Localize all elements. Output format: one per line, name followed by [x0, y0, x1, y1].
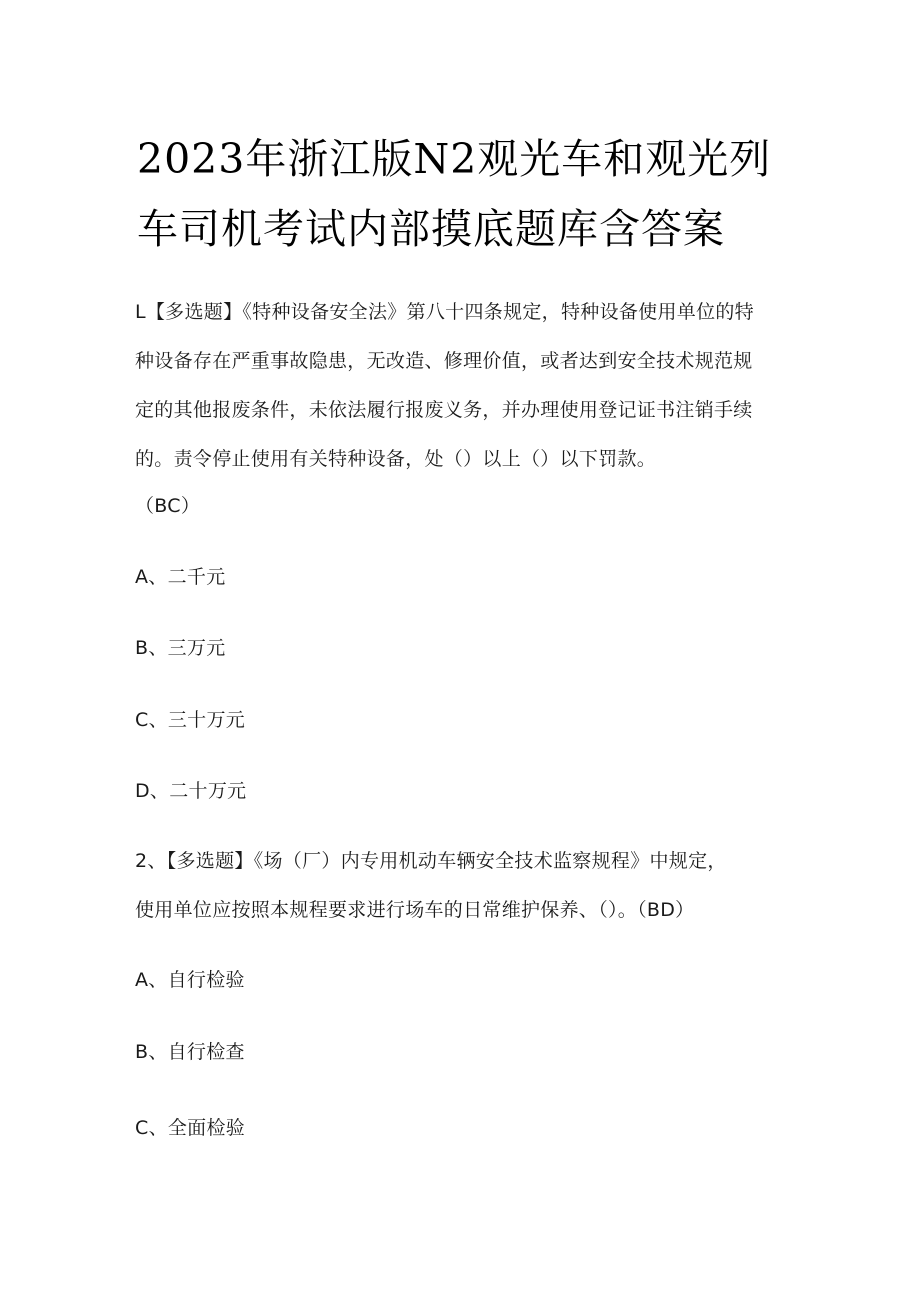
- question-1-line-1: L【多选题】《特种设备安全法》第八十四条规定，特种设备使用单位的特: [135, 301, 754, 323]
- question-2-option-b: B、自行检查: [135, 1041, 245, 1063]
- question-2-line-1: 2、【多选题】《场（厂）内专用机动车辆安全技术监察规程》中规定，: [135, 850, 727, 872]
- document-title-line-1: 2023年浙江版N2观光车和观光列: [137, 135, 772, 183]
- question-1-line-4: 的。责令停止使用有关特种设备，处（）以上（）以下罚款。: [135, 448, 657, 470]
- question-2-option-a: A、自行检验: [135, 969, 245, 991]
- question-1-line-2: 种设备存在严重事故隐患，无改造、修理价值，或者达到安全技术规范规: [135, 350, 753, 372]
- question-1-answer: （BC）: [135, 495, 201, 517]
- question-1-option-c: C、三十万元: [135, 709, 246, 731]
- question-1-option-a: A、二千元: [135, 566, 226, 588]
- question-1-option-b: B、三万元: [135, 637, 226, 659]
- question-2-option-c: C、全面检验: [135, 1117, 246, 1139]
- question-2-line-2: 使用单位应按照本规程要求进行场车的日常维护保养、（）。（BD）: [135, 899, 695, 921]
- question-1-option-d: D、二十万元: [135, 780, 247, 802]
- document-title-line-2: 车司机考试内部摸底题库含答案: [137, 205, 725, 253]
- question-1-line-3: 定的其他报废条件，未依法履行报废义务，并办理使用登记证书注销手续: [135, 399, 753, 421]
